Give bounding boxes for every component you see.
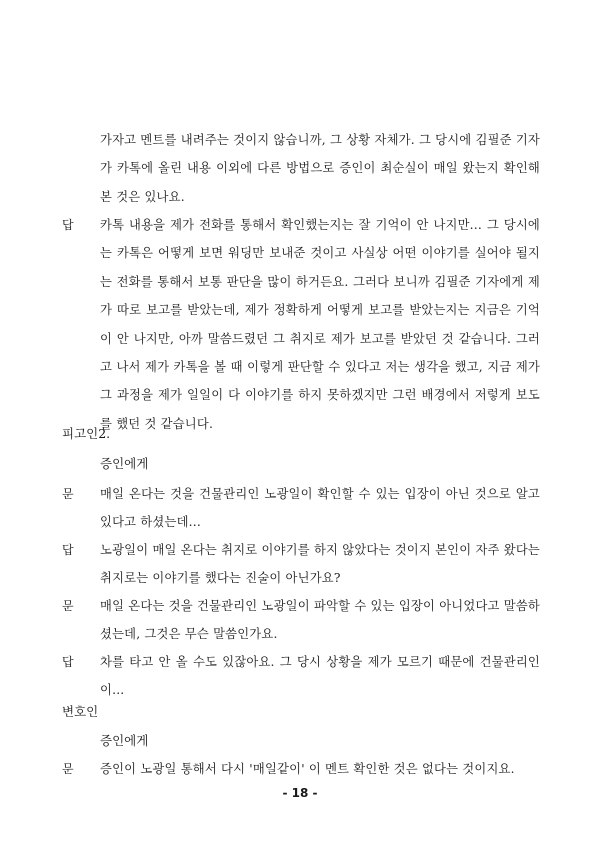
question-label: 문 — [62, 487, 74, 501]
question-label: 문 — [62, 599, 74, 613]
page-number: - 18 - — [282, 786, 318, 800]
answer-label: 답 — [62, 543, 74, 557]
section-subtitle-to-witness: 증인에게 — [100, 456, 149, 471]
answer-label: 답 — [62, 218, 74, 232]
question-continuation-text: 가자고 멘트를 내려주는 것이지 않습니까, 그 상황 자체가. 그 당시에 김필준 기자가 카톡에 올린 내용 이외에 다른 방법으로 증인이 최순실이 매일 왔는지 확인해 본 것은 있나요. — [100, 133, 540, 204]
answer-text: 차를 타고 안 올 수도 있잖아요. 그 당시 상황을 제가 모르기 때문에 건물관리인이... — [100, 655, 540, 698]
answer-label: 답 — [62, 655, 74, 669]
answer-text: 노광일이 매일 온다는 취지로 이야기를 하지 않았다는 것이지 본인이 자주 왔다는 취지로는 이야기를 했다는 진술이 아닌가요? — [100, 543, 540, 586]
answer-text: 카톡 내용을 제가 전화를 통해서 확인했는지는 잘 기억이 안 나지만... 그 당시에는 카톡은 어떻게 보면 워딩만 보내준 것이고 사실상 어떤 이야기를 실어야 될지는 전화를 통해서 보통 판단을 많이 하거든요. 그러다 보니까 김필준 기자에게 제가 따로 보고를 받았는데, 제가 정확하게 어떻게 보고를 받았는지는 지금은 기억이 안 나지만, 아까 말씀드렸던 그 취지로 제가 보고를 받았던 것 같습니다. 그러고 나서 제가 카톡을 볼 때 이렇게 판단할 수 있다고 저는 생각을 했고, 지금 제가 그 과정을 제가 일일이 다 이야기를 하지 못하겠지만 그런 배경에서 저렇게 보도를 했던 것 같습니다. — [100, 218, 540, 431]
question-text: 매일 온다는 것을 건물관리인 노광일이 파악할 수 있는 입장이 아니었다고 말씀하셨는데, 그것은 무슨 말씀인가요. — [100, 599, 540, 642]
section-title-defendant2: 피고인2. — [62, 426, 111, 441]
section-title-counsel: 변호인 — [62, 704, 99, 719]
section-subtitle-to-witness: 증인에게 — [100, 733, 149, 748]
question-text: 매일 온다는 것을 건물관리인 노광일이 확인할 수 있는 입장이 아닌 것으로 알고 있다고 하셨는데... — [100, 487, 540, 530]
question-label: 문 — [62, 762, 74, 776]
question-text: 증인이 노광일 통해서 다시 '매일같이' 이 멘트 확인한 것은 없다는 것이지요. — [100, 762, 515, 776]
